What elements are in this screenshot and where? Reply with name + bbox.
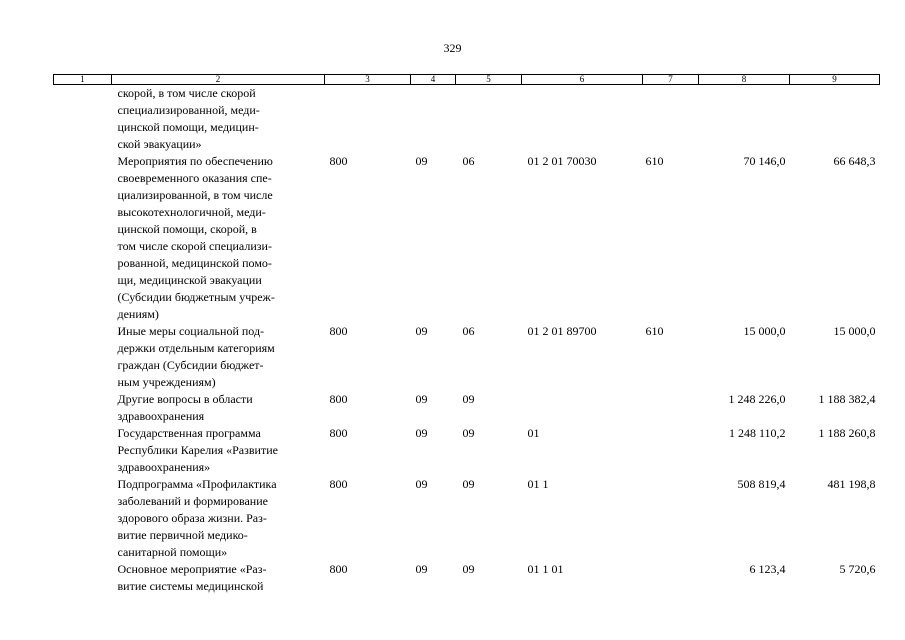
- budget-table: [53, 74, 880, 595]
- header-col-1: 1: [54, 75, 112, 85]
- cell-col-1: [54, 85, 112, 154]
- item-name-line: заболеваний и формирование: [117, 494, 268, 508]
- cell-section-code: [411, 85, 456, 154]
- cell-col-1: [54, 561, 112, 595]
- item-name-line: граждан (Субсидии бюджет-: [117, 358, 264, 372]
- item-name-line: Иные меры социальной под-: [117, 324, 265, 338]
- table-row: [54, 323, 880, 391]
- cell-expense-type-code: [643, 391, 699, 425]
- header-col-6: 6: [522, 75, 643, 85]
- cell-col-1: [54, 391, 112, 425]
- cell-col-1: [54, 425, 112, 476]
- cell-item-name: [112, 153, 325, 323]
- cell-amount-year-2: [790, 85, 880, 154]
- cell-target-item-code: 01 1 01: [527, 562, 564, 576]
- cell-item-name: [112, 425, 325, 476]
- header-row: [54, 75, 880, 85]
- cell-amount-year-1: 508 819,4: [737, 477, 786, 491]
- cell-subsection-code: 09: [462, 392, 475, 406]
- cell-item-name: [112, 85, 325, 154]
- cell-expense-type-code: 610: [645, 324, 664, 338]
- cell-ministry-code: 800: [329, 477, 348, 491]
- header-col-4: 4: [411, 75, 456, 85]
- cell-amount-year-1: 15 000,0: [743, 324, 786, 338]
- item-name-line: цинской помощи, скорой, в: [117, 222, 257, 236]
- cell-subsection-code: 06: [462, 324, 475, 338]
- header-col-7: 7: [643, 75, 699, 85]
- cell-expense-type-code: 610: [645, 154, 664, 168]
- table-row: [54, 153, 880, 323]
- cell-amount-year-1: 1 248 226,0: [728, 392, 786, 406]
- cell-amount-year-2: 66 648,3: [833, 154, 876, 168]
- cell-col-1: [54, 476, 112, 561]
- cell-target-item-code: [522, 85, 643, 154]
- item-name-line: Республики Карелия «Развитие: [117, 443, 278, 457]
- cell-subsection-code: 09: [462, 426, 475, 440]
- cell-col-1: [54, 323, 112, 391]
- item-name-line: рованной, медицинской помо-: [117, 256, 272, 270]
- item-name-line: циализированной, в том числе: [117, 188, 273, 202]
- item-name-line: санитарной помощи»: [117, 545, 228, 559]
- cell-amount-year-2: 15 000,0: [833, 324, 876, 338]
- cell-amount-year-1: 6 123,4: [749, 562, 786, 576]
- item-name-line: здравоохранения»: [117, 460, 211, 474]
- cell-ministry-code: 800: [329, 324, 348, 338]
- item-name-line: Мероприятия по обеспечению: [117, 154, 273, 168]
- cell-target-item-code: 01 2 01 89700: [527, 324, 597, 338]
- page-number: 329: [443, 41, 462, 55]
- item-name-line: здорового образа жизни. Раз-: [117, 511, 267, 525]
- cell-section-code: 09: [415, 426, 428, 440]
- cell-target-item-code: [522, 391, 643, 425]
- item-name-line: Подпрограмма «Профилактика: [117, 477, 277, 491]
- item-name-line: (Субсидии бюджетным учреж-: [117, 290, 275, 304]
- table-row: [54, 425, 880, 476]
- cell-section-code: 09: [415, 477, 428, 491]
- item-name-line: витие первичной медико-: [117, 528, 248, 542]
- cell-section-code: 09: [415, 562, 428, 576]
- item-name-line: том числе скорой специализи-: [117, 239, 272, 253]
- cell-item-name: [112, 476, 325, 561]
- item-name-line: Основное мероприятие «Раз-: [117, 562, 267, 576]
- cell-subsection-code: [456, 85, 522, 154]
- header-col-3: 3: [325, 75, 411, 85]
- item-name-line: ным учреждениям): [117, 375, 216, 389]
- item-name-line: держки отдельным категориям: [117, 341, 275, 355]
- cell-ministry-code: [325, 85, 411, 154]
- item-name-line: здравоохранения: [117, 409, 205, 423]
- table-body: [54, 85, 880, 596]
- table-row: [54, 391, 880, 425]
- cell-amount-year-2: 1 188 260,8: [818, 426, 876, 440]
- item-name-line: высокотехнологичной, меди-: [117, 205, 266, 219]
- header-col-9: 9: [790, 75, 880, 85]
- cell-subsection-code: 06: [462, 154, 475, 168]
- cell-amount-year-1: 1 248 110,2: [728, 426, 786, 440]
- item-name-line: витие системы медицинской: [117, 579, 264, 593]
- cell-expense-type-code: [643, 476, 699, 561]
- cell-amount-year-2: 5 720,6: [839, 562, 876, 576]
- cell-subsection-code: 09: [462, 477, 475, 491]
- item-name-line: своевременного оказания спе-: [117, 171, 272, 185]
- cell-section-code: 09: [415, 154, 428, 168]
- table-row: [54, 476, 880, 561]
- cell-subsection-code: 09: [462, 562, 475, 576]
- cell-item-name: [112, 561, 325, 595]
- cell-ministry-code: 800: [329, 392, 348, 406]
- cell-item-name: [112, 323, 325, 391]
- item-name-line: специализированной, меди-: [117, 103, 260, 117]
- cell-amount-year-2: 1 188 382,4: [818, 392, 876, 406]
- item-name-line: щи, медицинской эвакуации: [117, 273, 262, 287]
- cell-target-item-code: 01 2 01 70030: [527, 154, 597, 168]
- cell-expense-type-code: [643, 85, 699, 154]
- cell-amount-year-2: 481 198,8: [827, 477, 876, 491]
- header-col-5: 5: [456, 75, 522, 85]
- cell-ministry-code: 800: [329, 154, 348, 168]
- cell-amount-year-1: [699, 85, 790, 154]
- cell-target-item-code: 01 1: [527, 477, 549, 491]
- cell-ministry-code: 800: [329, 562, 348, 576]
- cell-col-1: [54, 153, 112, 323]
- cell-section-code: 09: [415, 324, 428, 338]
- cell-expense-type-code: [643, 561, 699, 595]
- item-name-line: Государственная программа: [117, 426, 261, 440]
- cell-section-code: 09: [415, 392, 428, 406]
- item-name-line: ской эвакуации»: [117, 137, 202, 151]
- cell-amount-year-1: 70 146,0: [743, 154, 786, 168]
- header-col-2: 2: [112, 75, 325, 85]
- table-row: [54, 561, 880, 595]
- cell-item-name: [112, 391, 325, 425]
- item-name-line: скорой, в том числе скорой: [117, 86, 256, 100]
- table-header: [54, 75, 880, 85]
- header-col-8: 8: [699, 75, 790, 85]
- table-row: [54, 85, 880, 154]
- item-name-line: цинской помощи, медицин-: [117, 120, 259, 134]
- item-name-line: дениям): [117, 307, 159, 321]
- cell-target-item-code: 01: [527, 426, 540, 440]
- item-name-line: Другие вопросы в области: [117, 392, 253, 406]
- cell-expense-type-code: [643, 425, 699, 476]
- cell-ministry-code: 800: [329, 426, 348, 440]
